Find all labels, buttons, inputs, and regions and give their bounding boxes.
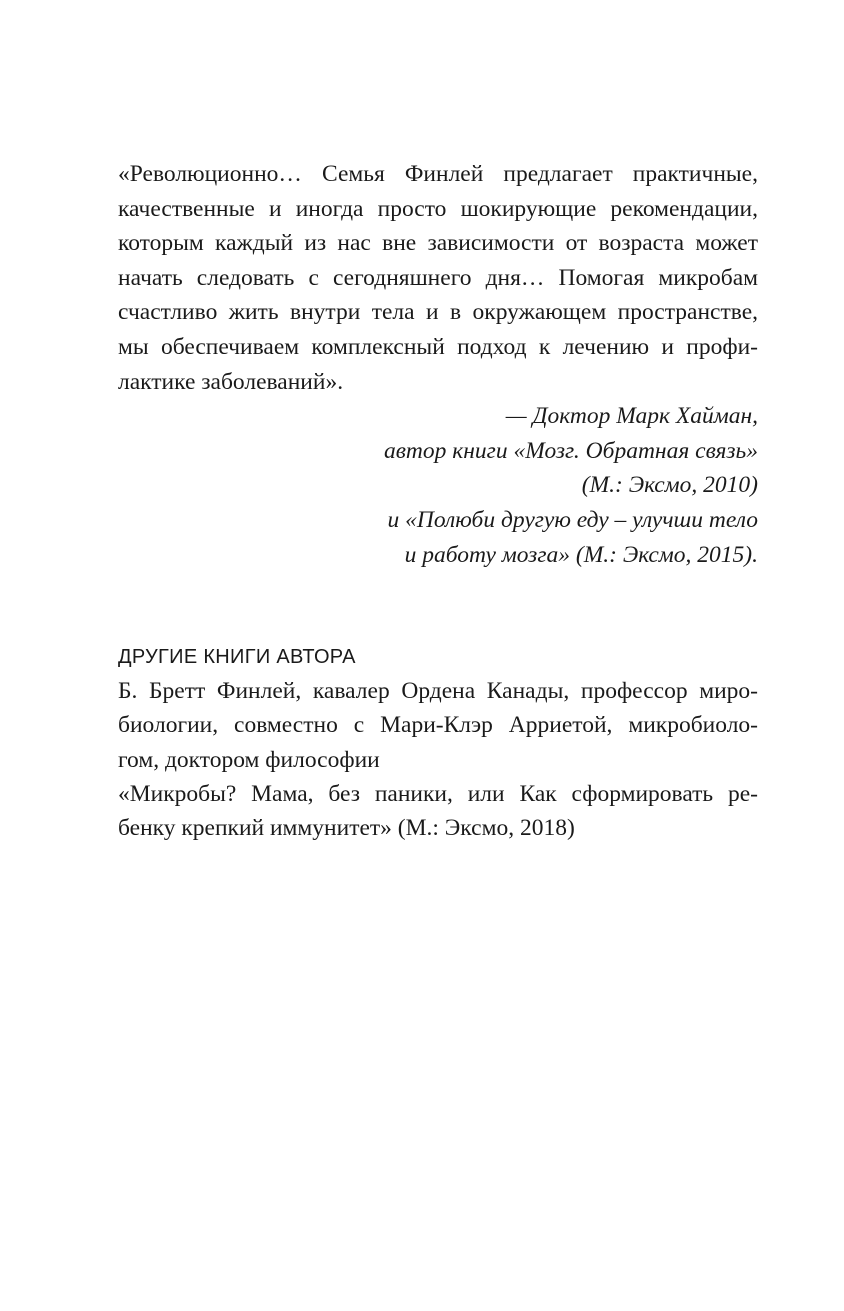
quote-line: «Революционно… Семья Финлей предлагает практичные,	[118, 161, 758, 187]
attribution-line: автор книги «Мозг. Обратная связь»	[383, 437, 758, 464]
quote-line: качественные и иногда просто шокирующие рекомендации,	[118, 195, 758, 222]
endorsement-quote	[118, 157, 758, 399]
quote-line: лактике заболеваний».	[118, 368, 344, 395]
quote-line: которым каждый из нас вне зависимости от возраста может	[118, 230, 758, 257]
quote-line: мы обеспечиваем комплексный подход к лечению и профи-	[118, 333, 758, 360]
other-books-heading: ДРУГИЕ КНИГИ АВТОРА	[118, 646, 356, 669]
book-line: гом, доктором философии	[118, 746, 380, 773]
book-page	[118, 157, 758, 846]
attribution-line: (М.: Эксмо, 2010)	[581, 472, 758, 499]
attribution-line: — Доктор Марк Хайман,	[505, 403, 758, 430]
other-books-list	[118, 674, 758, 845]
book-line: Б. Бретт Финлей, кавалер Ордена Канады, профессор миро-	[118, 678, 758, 705]
book-line: биологии, совместно с Мари-Клэр Арриетой, микробиоло-	[118, 712, 758, 739]
book-line: бенку крепкий иммунитет» (М.: Эксмо, 2018)	[118, 815, 575, 842]
attribution-line: и работу мозга» (М.: Эксмо, 2015).	[404, 541, 758, 568]
quote-attribution	[118, 399, 758, 572]
quote-line: счастливо жить внутри тела и в окружающем пространстве,	[118, 299, 758, 326]
attribution-line: и «Полюби другую еду – улучши тело	[387, 506, 758, 533]
book-line: «Микробы? Мама, без паники, или Как сформировать ре-	[118, 781, 758, 808]
quote-line: начать следовать с сегодняшнего дня… Помогая микробам	[118, 264, 758, 291]
